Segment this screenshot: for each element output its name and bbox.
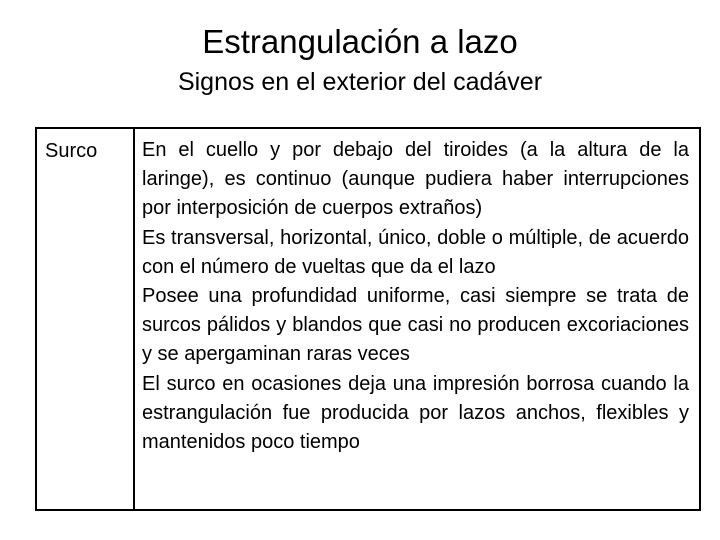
table-row [36,128,700,510]
signs-table [35,127,701,511]
description-paragraph: El surco en ocasiones deja una impresión borrosa cuando la estrangulación fue producida por lazos anchos, flexibles y mantenidos poco tiempo [142,372,689,454]
description-paragraph: Es transversal, horizontal, único, doble o múltiple, de acuerdo con el número de vueltas que da el lazo [142,226,689,278]
description-cell [134,128,700,510]
description-paragraph: En el cuello y por debajo del tiroides (a la altura de la laringe), es continuo (aunque pudiera haber interrupciones por interposición de cuerpos extraños) [142,139,689,220]
description-paragraph: Posee una profundidad uniforme, casi siempre se trata de surcos pálidos y blandos que casi no producen excoriaciones y se apergaminan raras veces [142,285,689,366]
term-label: Surco [45,140,98,162]
description-text [135,129,699,457]
slide-title: Estrangulación a lazo [202,23,518,60]
slide-subtitle: Signos en el exterior del cadáver [177,68,543,96]
term-cell [36,128,134,510]
